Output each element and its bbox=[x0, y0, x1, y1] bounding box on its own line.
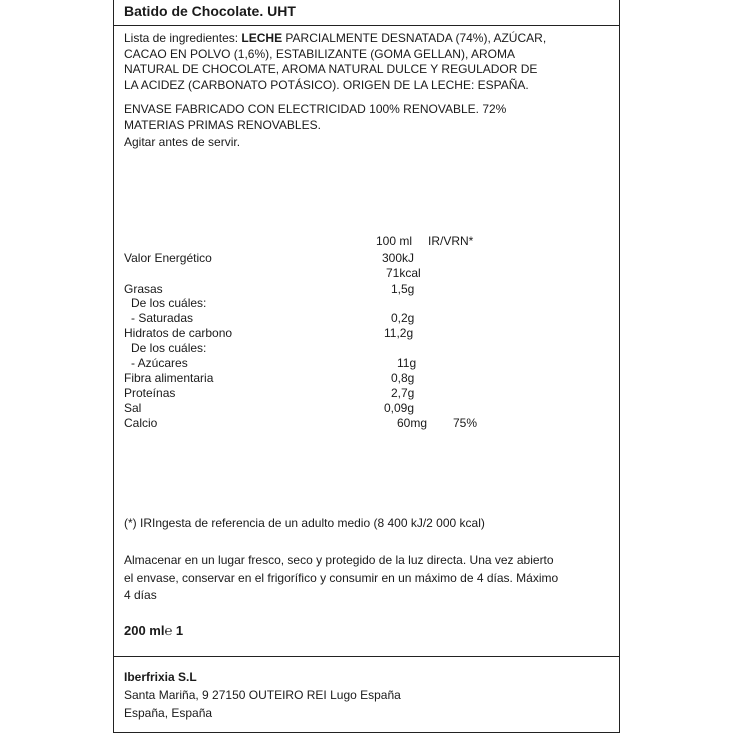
nutrition-label: - Saturadas bbox=[131, 311, 194, 325]
nutrition-header-ir: IR/VRN* bbox=[428, 234, 474, 248]
nutrition-value: 1,5g bbox=[391, 282, 415, 296]
nutrition-value: 0,8g bbox=[391, 371, 415, 385]
nutrition-label: De los cuáles: bbox=[131, 296, 207, 310]
nutrition-footnote: (*) IRIngesta de referencia de un adulto medio (8 400 kJ/2 000 kcal) bbox=[124, 516, 485, 530]
nutrition-label: Proteínas bbox=[124, 386, 176, 400]
nutrition-value: 2,7g bbox=[391, 386, 415, 400]
packaging-line-2: MATERIAS PRIMAS RENOVABLES. bbox=[124, 117, 321, 132]
company-address: Santa Mariña, 9 27150 OUTEIRO REI Lugo España bbox=[124, 688, 401, 702]
nutrition-header-per: 100 ml bbox=[376, 234, 413, 248]
ingredients-label: Lista de ingredientes: bbox=[124, 31, 242, 45]
ingredients-text-1: PARCIALMENTE DESNATADA (74%), AZÚCAR, bbox=[282, 31, 547, 45]
company-name: Iberfrixia S.L bbox=[124, 670, 197, 684]
product-title: Batido de Chocolate. UHT bbox=[124, 3, 296, 19]
ingredients-line-3: NATURAL DE CHOCOLATE, AROMA NATURAL DULCE Y REGULADOR DE bbox=[124, 62, 538, 77]
nutrition-label: Grasas bbox=[124, 282, 163, 296]
label-panel bbox=[113, 0, 620, 733]
nutrition-value: 0,2g bbox=[391, 311, 415, 325]
packaging-line-1: ENVASE FABRICADO CON ELECTRICIDAD 100% RENOVABLE. 72% bbox=[124, 102, 507, 116]
nutrition-value: 11g bbox=[397, 356, 417, 370]
storage-line-1: Almacenar en un lugar fresco, seco y protegido de la luz directa. Una vez abierto bbox=[124, 553, 554, 567]
nutrition-label: Valor Energético bbox=[124, 251, 212, 265]
storage-line-2: el envase, conservar en el frigorífico y consumir en un máximo de 4 días. Máximo bbox=[124, 570, 559, 585]
shake-note: Agitar antes de servir. bbox=[124, 135, 241, 149]
nutrition-label: Calcio bbox=[124, 416, 158, 430]
storage-line-3: 4 días bbox=[124, 588, 157, 602]
title-row bbox=[114, 0, 619, 26]
nutrition-label: De los cuáles: bbox=[131, 341, 207, 355]
ingredients-line-4: LA ACIDEZ (CARBONATO POTÁSICO). ORIGEN DE LA LECHE: ESPAÑA. bbox=[124, 77, 529, 92]
nutrition-value: 60mg bbox=[397, 416, 428, 430]
ingredients-line-2: CACAO EN POLVO (1,6%), ESTABILIZANTE (GOMA GELLAN), AROMA bbox=[124, 46, 515, 61]
divider bbox=[114, 656, 619, 657]
nutrition-value: 11,2g bbox=[384, 326, 414, 340]
nutrition-label: Fibra alimentaria bbox=[124, 371, 214, 385]
nutrition-value: 71kcal bbox=[386, 266, 421, 280]
nutrition-value: 300kJ bbox=[382, 251, 415, 265]
nutrition-ir-value: 75% bbox=[453, 416, 478, 430]
company-country: España, España bbox=[124, 706, 213, 720]
net-quantity: 200 ml℮ 1 bbox=[124, 623, 184, 638]
nutrition-label: - Azúcares bbox=[131, 356, 188, 370]
nutrition-label: Sal bbox=[124, 401, 142, 415]
nutrition-value: 0,09g bbox=[384, 401, 415, 415]
nutrition-label: Hidratos de carbono bbox=[124, 326, 233, 340]
ingredients-allergen: LECHE bbox=[241, 31, 283, 45]
ingredients-line-1 bbox=[124, 31, 546, 47]
